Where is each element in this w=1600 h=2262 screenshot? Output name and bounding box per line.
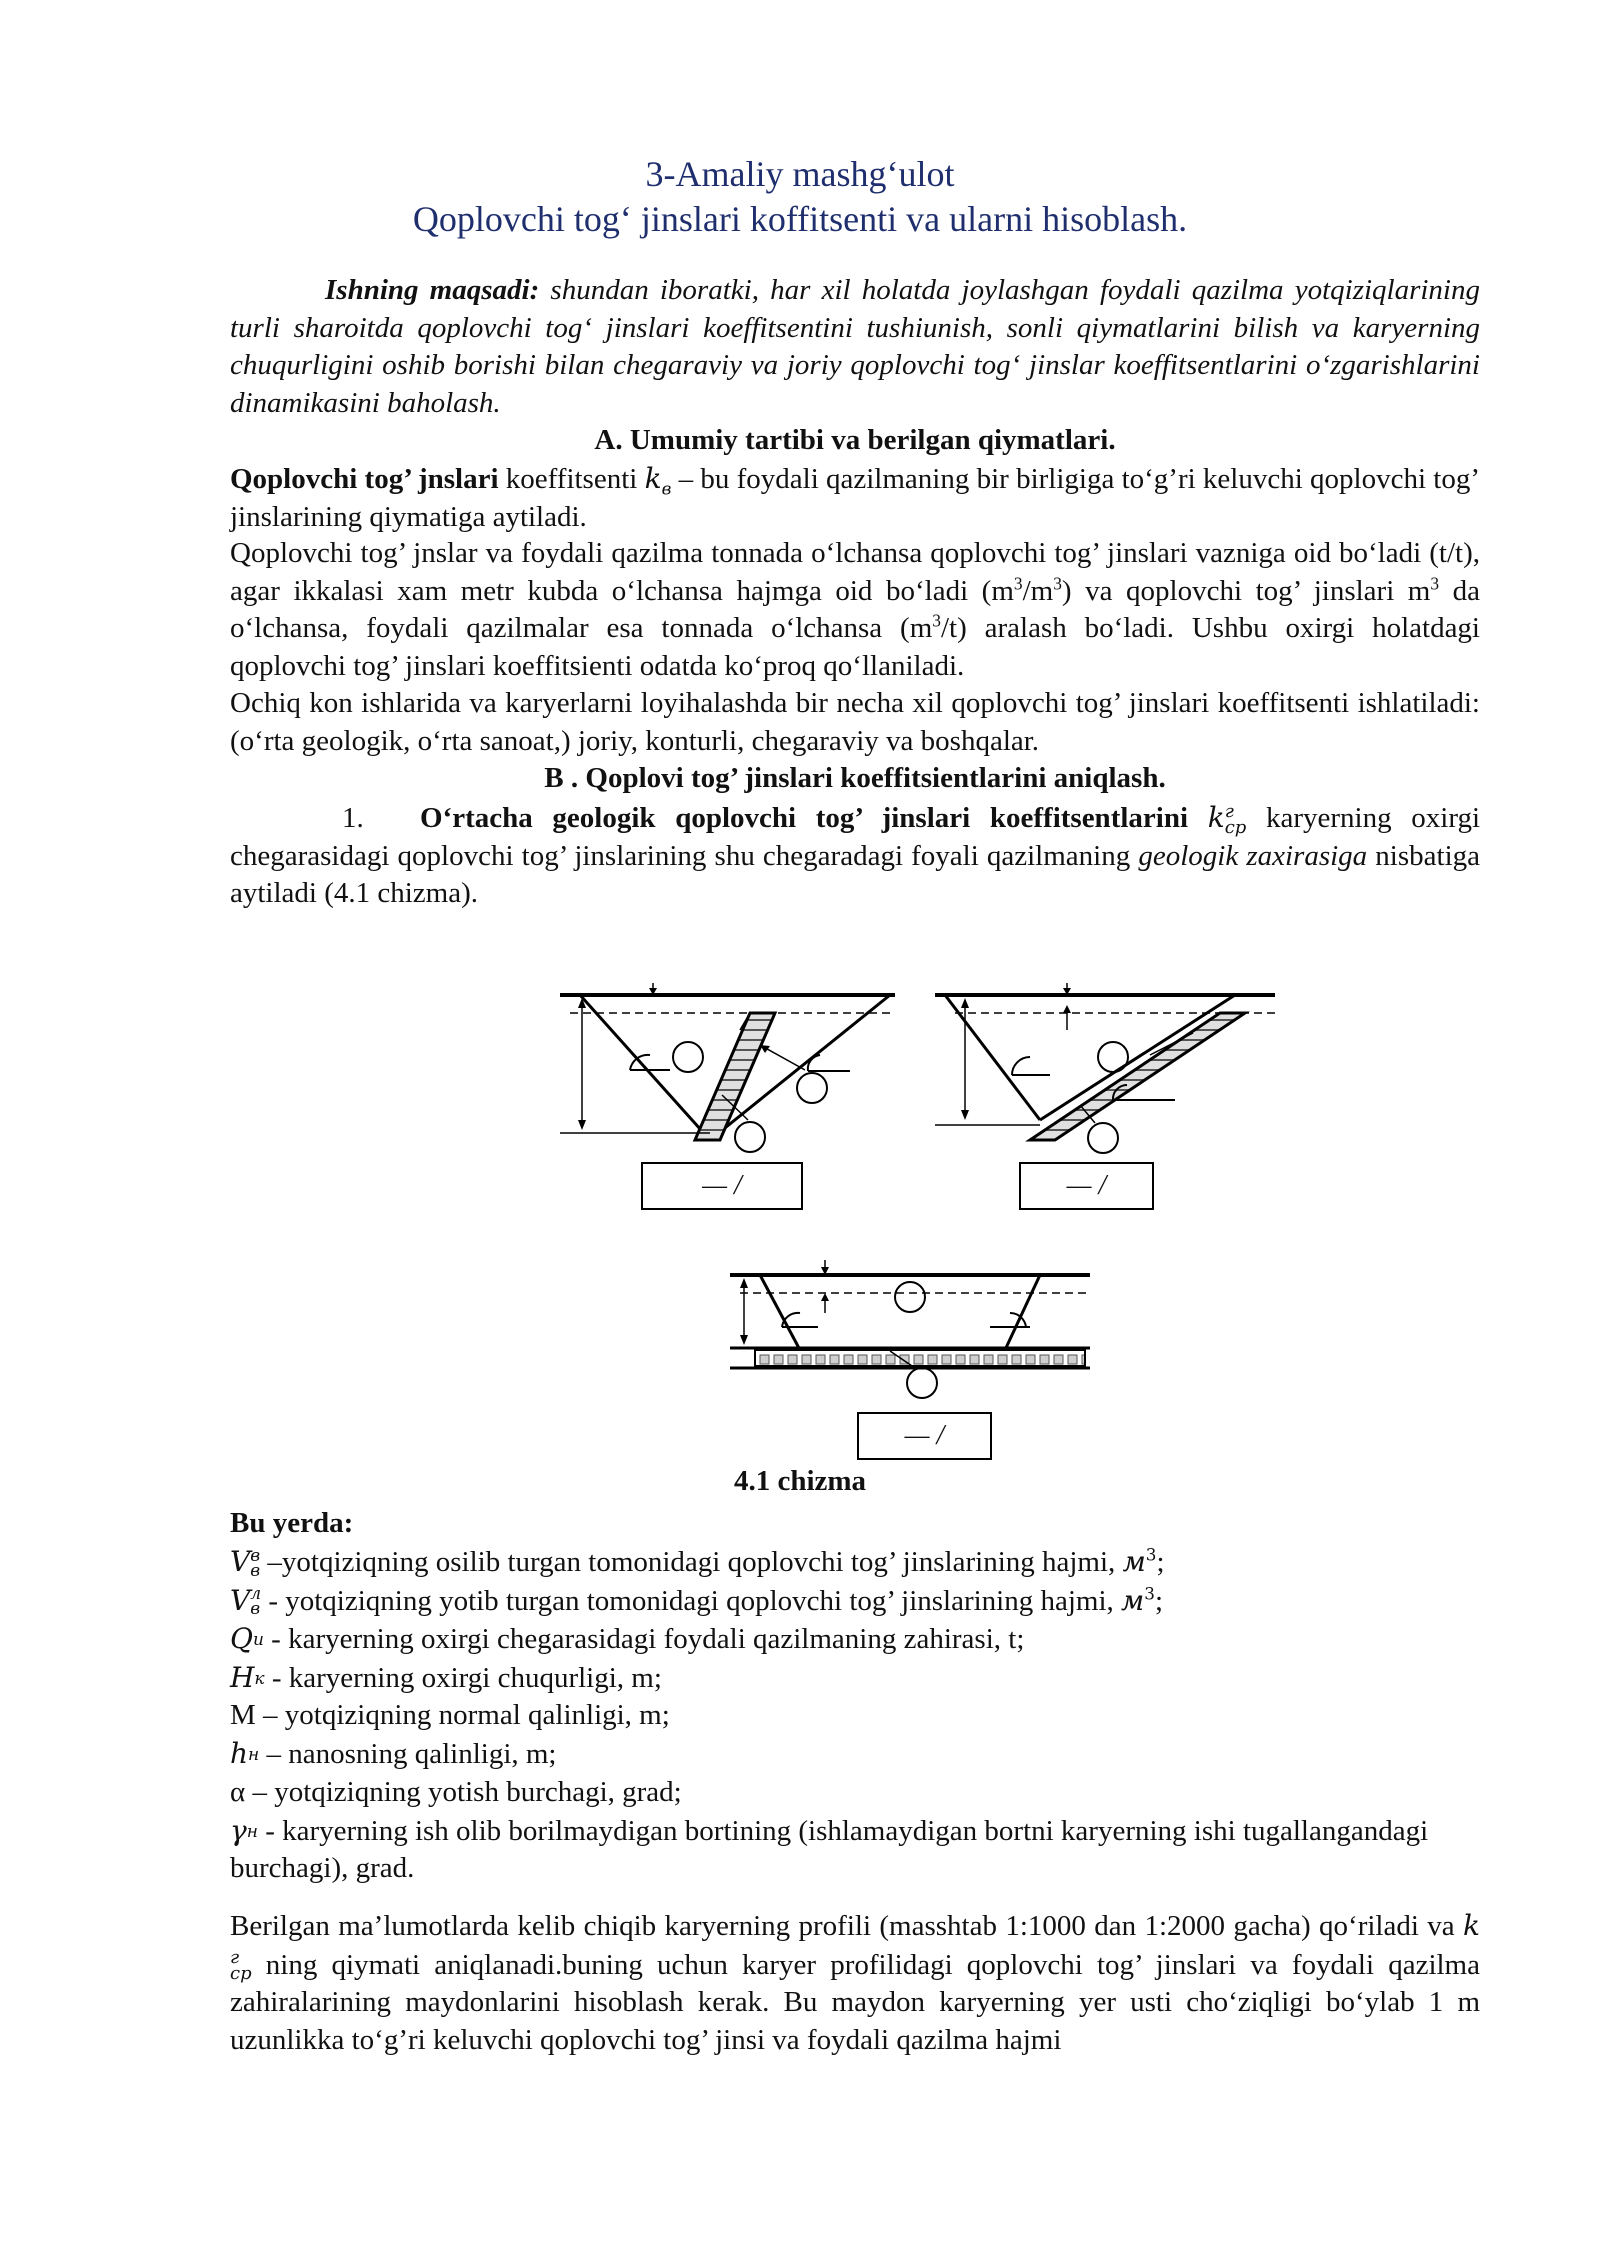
legend-symbol — [230, 1737, 259, 1770]
overburden-term: Qoplovchi tog’ jnslari — [230, 463, 499, 495]
legend-unit-sup: 3 — [1144, 1583, 1155, 1604]
item-end-text: nisbatiga aytiladi (4.1 chizma). — [230, 839, 1481, 909]
legend-symbol — [230, 1545, 261, 1581]
legend-symbol — [230, 1622, 264, 1655]
section-a-paragraph-1 — [230, 460, 1480, 536]
legend-list — [230, 1543, 1480, 1888]
legend-symbol-sub: к — [254, 1668, 265, 1689]
legend-item — [230, 1697, 1480, 1735]
legend-item — [230, 1774, 1480, 1812]
legend-text: - karyerning oxirgi chegarasidagi foydali qazilmaning zahirasi, t; — [263, 1623, 1025, 1655]
closing-text-a: Berilgan ma’lumotlarda kelib chiqib karyerning profili (masshtab 1:1000 dan 1:2000 gacha) qo‘riladi va — [230, 1910, 1464, 1942]
legend-text: - yotqiziqning yotib turgan tomonidagi qoplovchi tog’ jinslarining hajmi, — [261, 1584, 1122, 1617]
legend-symbol-sub: и — [252, 1630, 264, 1650]
legend-heading: Bu yerda: — [230, 1507, 354, 1539]
p2-sup-1: 3 — [1013, 572, 1023, 593]
p2-text-d: da o‘lchansa, foydali qazilmalar esa tonnada o‘lchansa (m — [230, 574, 1480, 644]
legend-symbol — [230, 1584, 261, 1617]
p1-mid-text: koeffitsenti — [498, 463, 645, 495]
p2-sup-2: 3 — [1053, 572, 1062, 593]
legend-item — [230, 1582, 1480, 1621]
legend-symbol — [230, 1814, 258, 1847]
k-geo-symbol — [1207, 800, 1247, 838]
k-geo-base: k — [1207, 801, 1225, 834]
practical-title: 3-Amaliy mashg‘ulot — [645, 154, 955, 194]
section-b-item-1 — [230, 799, 1480, 913]
diagram-label-box-2 — [1019, 1162, 1154, 1210]
legend-symbol-sup: в — [250, 1545, 261, 1566]
legend-symbol-sub: в — [250, 1560, 261, 1581]
p2-text-b: /m — [1022, 574, 1054, 607]
diagram-label-box-3 — [857, 1412, 992, 1460]
k-symbol: k — [644, 462, 662, 495]
section-a-heading: A. Umumiy tartibi va berilgan qiymatlari. — [594, 424, 1116, 456]
diagram-horizontal-deposit — [730, 1255, 1110, 1425]
item-italic-text: geologik zaxirasiga — [1138, 839, 1368, 872]
legend-text: –yotqiziqning osilib turgan tomonidagi qoplovchi tog’ jinslarining hajmi, — [260, 1546, 1123, 1578]
diagram-inclined-deposit — [935, 975, 1295, 1175]
p2-text-e: /t) aralash bo‘ladi. Ushbu oxirgi holatdagi qoplovchi tog’ jinslari koeffitsienti odatda ko‘proq qo‘llaniladi. — [230, 612, 1480, 682]
section-b-heading: B . Qoplovi tog’ jinslari koeffitsientlarini aniqlash. — [544, 762, 1166, 794]
p2-sup-4: 3 — [932, 610, 941, 631]
legend-symbol-base: γ — [230, 1813, 247, 1847]
box-label-1: — / — [702, 1170, 742, 1201]
legend-symbol-base: H — [230, 1660, 255, 1694]
p2-text-a: Qoplovchi tog’ jnslar va foydali qazilma tonnada o‘lchansa qoplovchi tog’ jinslari vazniga oid bo‘ladi (t/t), agar ikkalasi xam metr kubda o‘lchansa hajmga oid bo‘ladi (m — [230, 537, 1480, 607]
closing-paragraph — [230, 1907, 1480, 2059]
k-geo-sub: ср — [1224, 816, 1247, 838]
legend-item — [230, 1543, 1480, 1582]
diagram-label-box-1 — [641, 1162, 803, 1210]
legend-unit-base: м — [1122, 1545, 1146, 1578]
item-number: 1. — [342, 802, 364, 834]
k-geo-sup-2: г — [230, 1947, 240, 1968]
section-a-paragraph-3: Ochiq kon ishlarida va karyerlarni loyihalashda bir necha xil qoplovchi tog’ jinslari koeffitsenti ishlatiladi: (o‘rta geologik, o‘rta sanoat,) joriy, konturli, chegaraviy va boshqalar. — [230, 687, 1480, 757]
legend-symbol-base: Q — [230, 1622, 253, 1655]
legend-unit — [1123, 1545, 1157, 1578]
legend-text: M – yotqiziqning normal qalinligi, m; — [230, 1699, 670, 1731]
legend-tail: ; — [1154, 1584, 1164, 1617]
box-label-2: — / — [1066, 1170, 1107, 1201]
closing-text-b: ning qiymati aniqlanadi.buning uchun karyer profilidagi qoplovchi tog’ jinslari va foydali qazilma zahiralarining maydonlarini hisoblash kerak. Bu maydon karyerning yer usti cho‘ziqligi bo‘ylab 1 m uzunlikka to‘g’ri keluvchi qoplovchi tog’ jinsi va foydali qazilma hajmi — [230, 1948, 1480, 2056]
k-geo-base-2: k — [1463, 1909, 1480, 1942]
section-a-paragraph-2 — [230, 535, 1480, 685]
k-subscript: в — [661, 478, 672, 499]
legend-unit-base: м — [1121, 1583, 1145, 1617]
legend-text: α – yotqiziqning yotish burchagi, grad; — [230, 1775, 682, 1808]
purpose-label: Ishning maqsadi: — [325, 274, 540, 306]
figure-caption: 4.1 chizma — [733, 1465, 867, 1497]
k-geo-sup: г — [1224, 800, 1234, 822]
legend-text: - karyerning ish olib borilmaydigan bortining (ishlamaydigan bortni karyerning ishi tugallangandagi burchagi), grad. — [230, 1814, 1429, 1884]
legend-item — [230, 1735, 1480, 1774]
legend-tail: ; — [1156, 1546, 1165, 1578]
legend-symbol-base: V — [230, 1583, 251, 1617]
item-bold-text: O‘rtacha geologik qoplovchi tog’ jinslari koeffitsentlarini — [420, 802, 1189, 834]
practical-subtitle: Qoplovchi tog‘ jinslari koffitsenti va ularni hisoblash. — [412, 199, 1188, 239]
k-geo-sub-2: ср — [230, 1963, 252, 1984]
k-v-symbol — [644, 462, 672, 499]
legend-symbol-sup: л — [250, 1584, 262, 1604]
legend-unit-sup: 3 — [1145, 1544, 1157, 1565]
legend-symbol — [230, 1661, 265, 1694]
legend-item — [230, 1659, 1480, 1698]
p1-rest-text: – bu foydali qazilmaning bir birligiga to‘g’ri keluvchi qoplovchi tog’ jinslarining qiymatiga aytiladi. — [230, 463, 1480, 533]
legend-symbol-sub: н — [246, 1821, 258, 1842]
legend-item — [230, 1620, 1480, 1659]
box-label-3: — / — [904, 1420, 945, 1451]
legend-unit — [1121, 1584, 1155, 1617]
p2-text-c: ) va qoplovchi tog’ jinslari m — [1061, 574, 1431, 607]
purpose-paragraph — [230, 272, 1480, 422]
p2-sup-3: 3 — [1430, 572, 1440, 593]
legend-symbol-base: h — [230, 1737, 249, 1770]
legend-symbol-sub: в — [250, 1599, 261, 1619]
legend-text: - karyerning oxirgi chuqurligi, m; — [264, 1661, 662, 1694]
purpose-text: shundan iboratki, har xil holatda joylashgan foydali qazilma yotqiziqlarining turli sharoitda qoplovchi tog‘ jinslari koeffitsentini tushiunish, sonli qiymatlarini bilish va karyerning chuqurligini oshib borishi bilan chegaraviy va joriy qoplovchi tog‘ jinslar koeffitsentlarini o‘zgarishlarini dinamikasini baholash. — [230, 274, 1480, 419]
legend-symbol-sub: н — [248, 1745, 260, 1765]
legend-item — [230, 1812, 1480, 1888]
item-rest-text: karyerning oxirgi chegarasidagi qoplovchi tog’ jinslarining shu chegaradagi foyali qazilmaning — [230, 802, 1481, 872]
legend-symbol-base: V — [230, 1545, 251, 1578]
legend-text: – nanosning qalinligi, m; — [259, 1738, 557, 1770]
